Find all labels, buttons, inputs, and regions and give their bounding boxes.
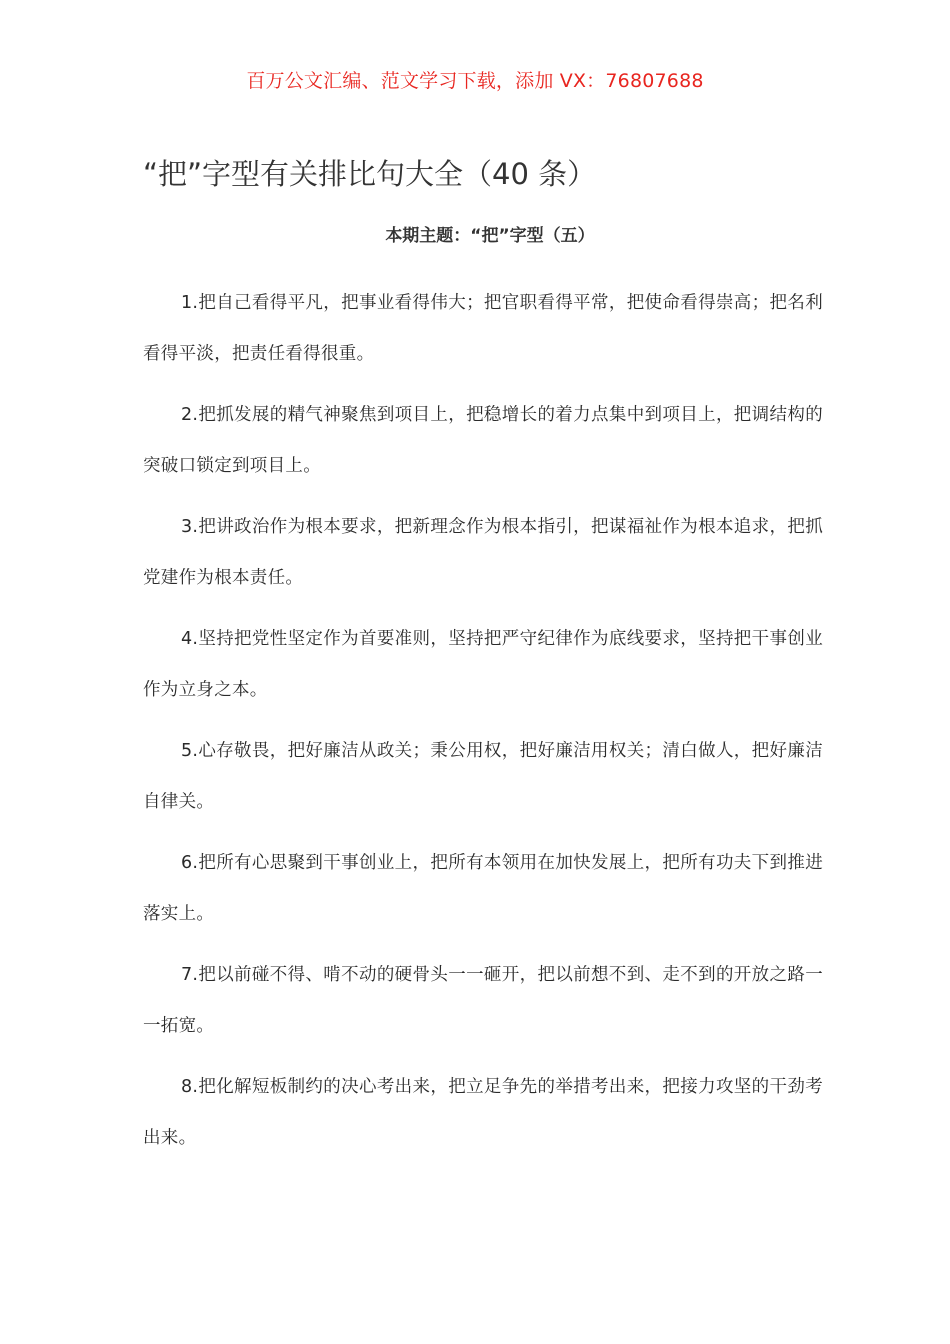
- header-banner: 百万公文汇编、范文学习下载，添加 VX：76807688: [246, 70, 704, 92]
- document-subtitle: 本期主题：“把”字型（五）: [385, 226, 595, 246]
- sentence-list: [143, 278, 823, 1174]
- list-item: 1.把自己看得平凡，把事业看得伟大；把官职看得平常，把使命看得崇高；把名利看得平淡，把责任看得很重。: [143, 293, 823, 364]
- list-item: 8.把化解短板制约的决心考出来，把立足争先的举措考出来，把接力攻坚的干劲考出来。: [143, 1077, 823, 1148]
- list-item: 5.心存敬畏，把好廉洁从政关；秉公用权，把好廉洁用权关；清白做人，把好廉洁自律关。: [143, 741, 823, 812]
- list-item: 7.把以前碰不得、啃不动的硬骨头一一砸开，把以前想不到、走不到的开放之路一一拓宽。: [143, 965, 823, 1036]
- list-item: 4.坚持把党性坚定作为首要准则，坚持把严守纪律作为底线要求，坚持把干事创业作为立身之本。: [143, 629, 823, 700]
- document-title: “把”字型有关排比句大全（40 条）: [143, 157, 597, 191]
- list-item: 2.把抓发展的精气神聚焦到项目上，把稳增长的着力点集中到项目上，把调结构的突破口锁定到项目上。: [143, 405, 823, 476]
- list-item: 3.把讲政治作为根本要求，把新理念作为根本指引，把谋福祉作为根本追求，把抓党建作为根本责任。: [143, 517, 823, 588]
- list-item: 6.把所有心思聚到干事创业上，把所有本领用在加快发展上，把所有功夫下到推进落实上。: [143, 853, 823, 924]
